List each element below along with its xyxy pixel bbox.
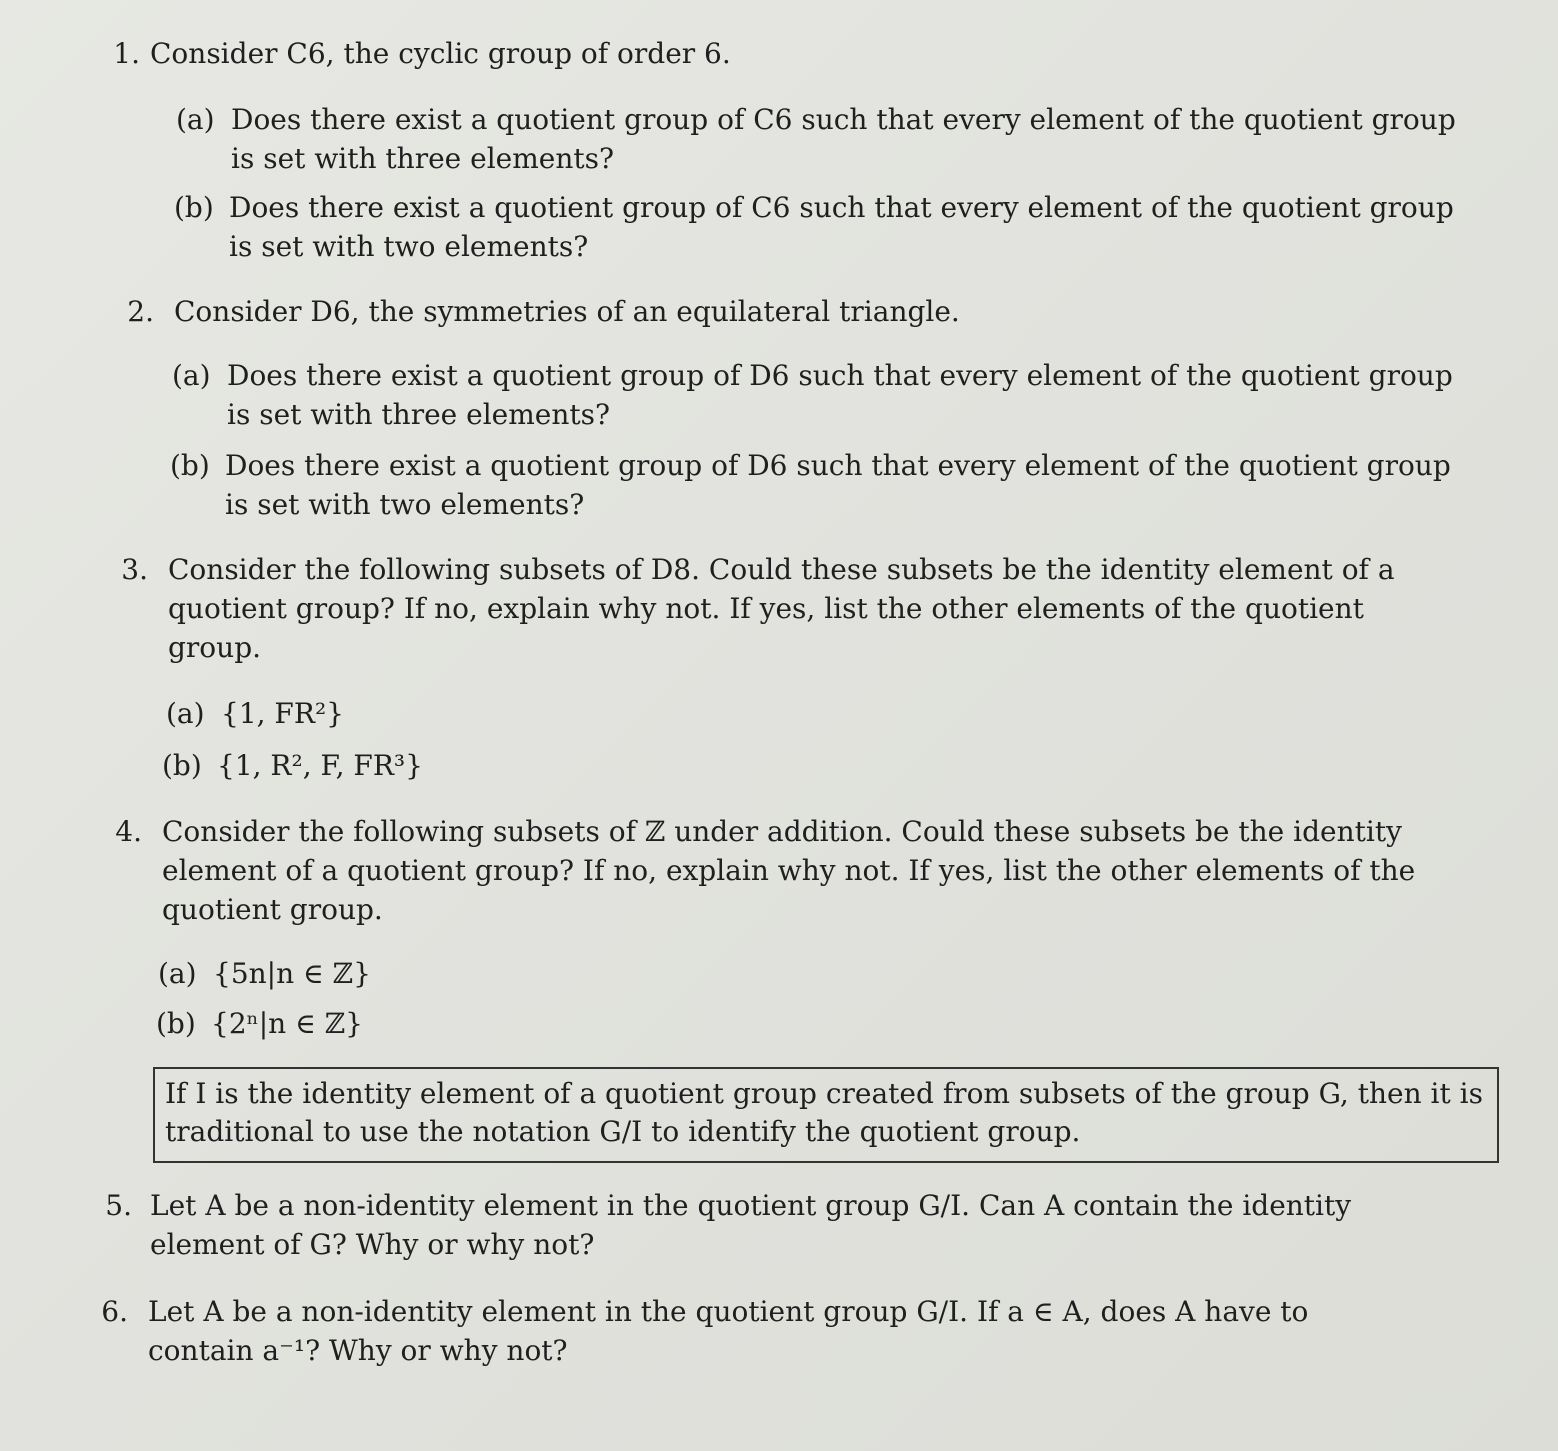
part-line: {5n|n ∈ ℤ}	[213, 957, 371, 990]
problem-stem	[168, 550, 1395, 667]
part-line: Does there exist a quotient group of C6 such that every element of the quotient group	[229, 191, 1454, 224]
part-text	[225, 446, 1451, 524]
stem-line: Let A be a non-identity element in the quotient group G/I. If a ∈ A, does A have to	[148, 1295, 1309, 1328]
part-text	[231, 100, 1456, 178]
stem-line: quotient group.	[162, 893, 383, 926]
part-label: (a)	[166, 697, 205, 730]
stem-line: Consider D6, the symmetries of an equilateral triangle.	[174, 295, 960, 328]
part-text	[211, 1004, 363, 1043]
part-line: Does there exist a quotient group of D6 such that every element of the quotient group	[227, 359, 1453, 392]
stem-line: Let A be a non-identity element in the quotient group G/I. Can A contain the identity	[150, 1189, 1352, 1222]
part-label: (b)	[156, 1007, 196, 1040]
part-text	[217, 746, 423, 785]
stem-line: contain a⁻¹? Why or why not?	[148, 1334, 568, 1367]
part-line: is set with two elements?	[229, 230, 589, 263]
part-label: (b)	[174, 191, 214, 224]
part-line: {1, R², F, FR³}	[217, 749, 423, 782]
problem-stem	[148, 1292, 1308, 1370]
part-text	[221, 694, 344, 733]
part-text	[213, 954, 371, 993]
stem-line: quotient group? If no, explain why not. If yes, list the other elements of the quotient	[168, 592, 1364, 625]
note-line: If I is the identity element of a quotient group created from subsets of the group G, then it is	[165, 1077, 1483, 1110]
stem-line: group.	[168, 631, 262, 664]
note-line: traditional to use the notation G/I to identify the quotient group.	[165, 1115, 1081, 1148]
part-label: (b)	[162, 749, 202, 782]
problem-stem	[174, 292, 960, 331]
stem-line: Consider C6, the cyclic group of order 6.	[150, 37, 731, 70]
problem-stem	[150, 1186, 1351, 1264]
problem-number: 4.	[115, 815, 142, 848]
problem-number: 1.	[113, 37, 140, 70]
part-line: is set with three elements?	[231, 142, 615, 175]
part-label: (a)	[172, 359, 211, 392]
problem-stem	[162, 812, 1415, 929]
problem-number: 3.	[121, 553, 148, 586]
problem-stem	[150, 34, 731, 73]
part-text	[227, 356, 1453, 434]
stem-line: element of G? Why or why not?	[150, 1228, 595, 1261]
part-label: (a)	[176, 103, 215, 136]
part-line: Does there exist a quotient group of D6 such that every element of the quotient group	[225, 449, 1451, 482]
notation-note-box	[153, 1067, 1499, 1163]
stem-line: Consider the following subsets of D8. Could these subsets be the identity element of a	[168, 553, 1395, 586]
part-label: (b)	[170, 449, 210, 482]
part-label: (a)	[158, 957, 197, 990]
part-line: {2ⁿ|n ∈ ℤ}	[211, 1007, 363, 1040]
stem-line: element of a quotient group? If no, explain why not. If yes, list the other elements of the	[162, 854, 1416, 887]
problem-number: 6.	[101, 1295, 128, 1328]
stem-line: Consider the following subsets of ℤ under addition. Could these subsets be the identity	[162, 815, 1402, 848]
problem-number: 2.	[127, 295, 154, 328]
part-line: Does there exist a quotient group of C6 such that every element of the quotient group	[231, 103, 1456, 136]
part-line: is set with three elements?	[227, 398, 611, 431]
part-line: {1, FR²}	[221, 697, 344, 730]
part-text	[229, 188, 1454, 266]
problem-number: 5.	[105, 1189, 132, 1222]
part-line: is set with two elements?	[225, 488, 585, 521]
